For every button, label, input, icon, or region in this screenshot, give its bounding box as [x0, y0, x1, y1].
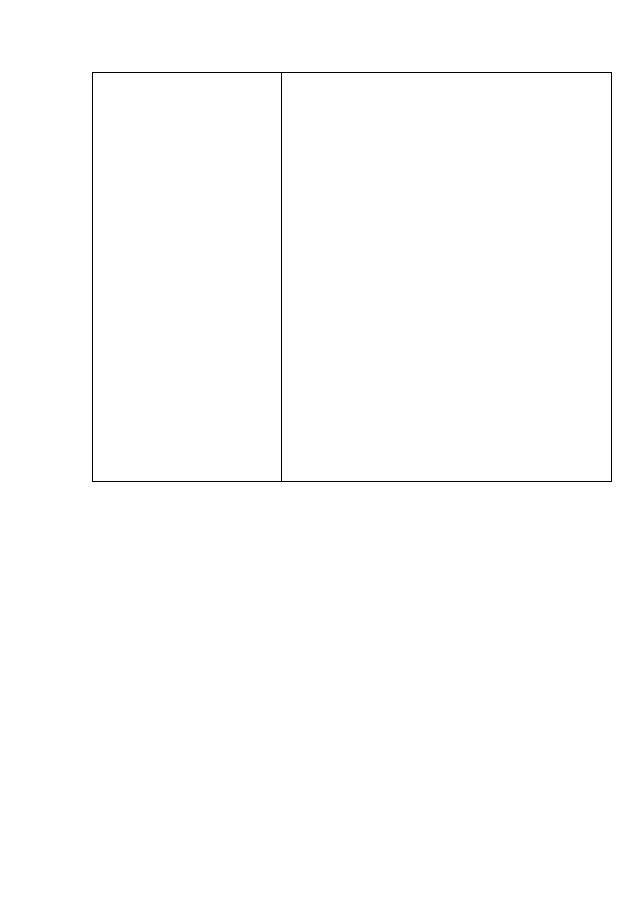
funding-table: [92, 72, 612, 482]
funding-table-empty-cell: [93, 73, 282, 482]
funding-text-cell: [282, 73, 612, 482]
